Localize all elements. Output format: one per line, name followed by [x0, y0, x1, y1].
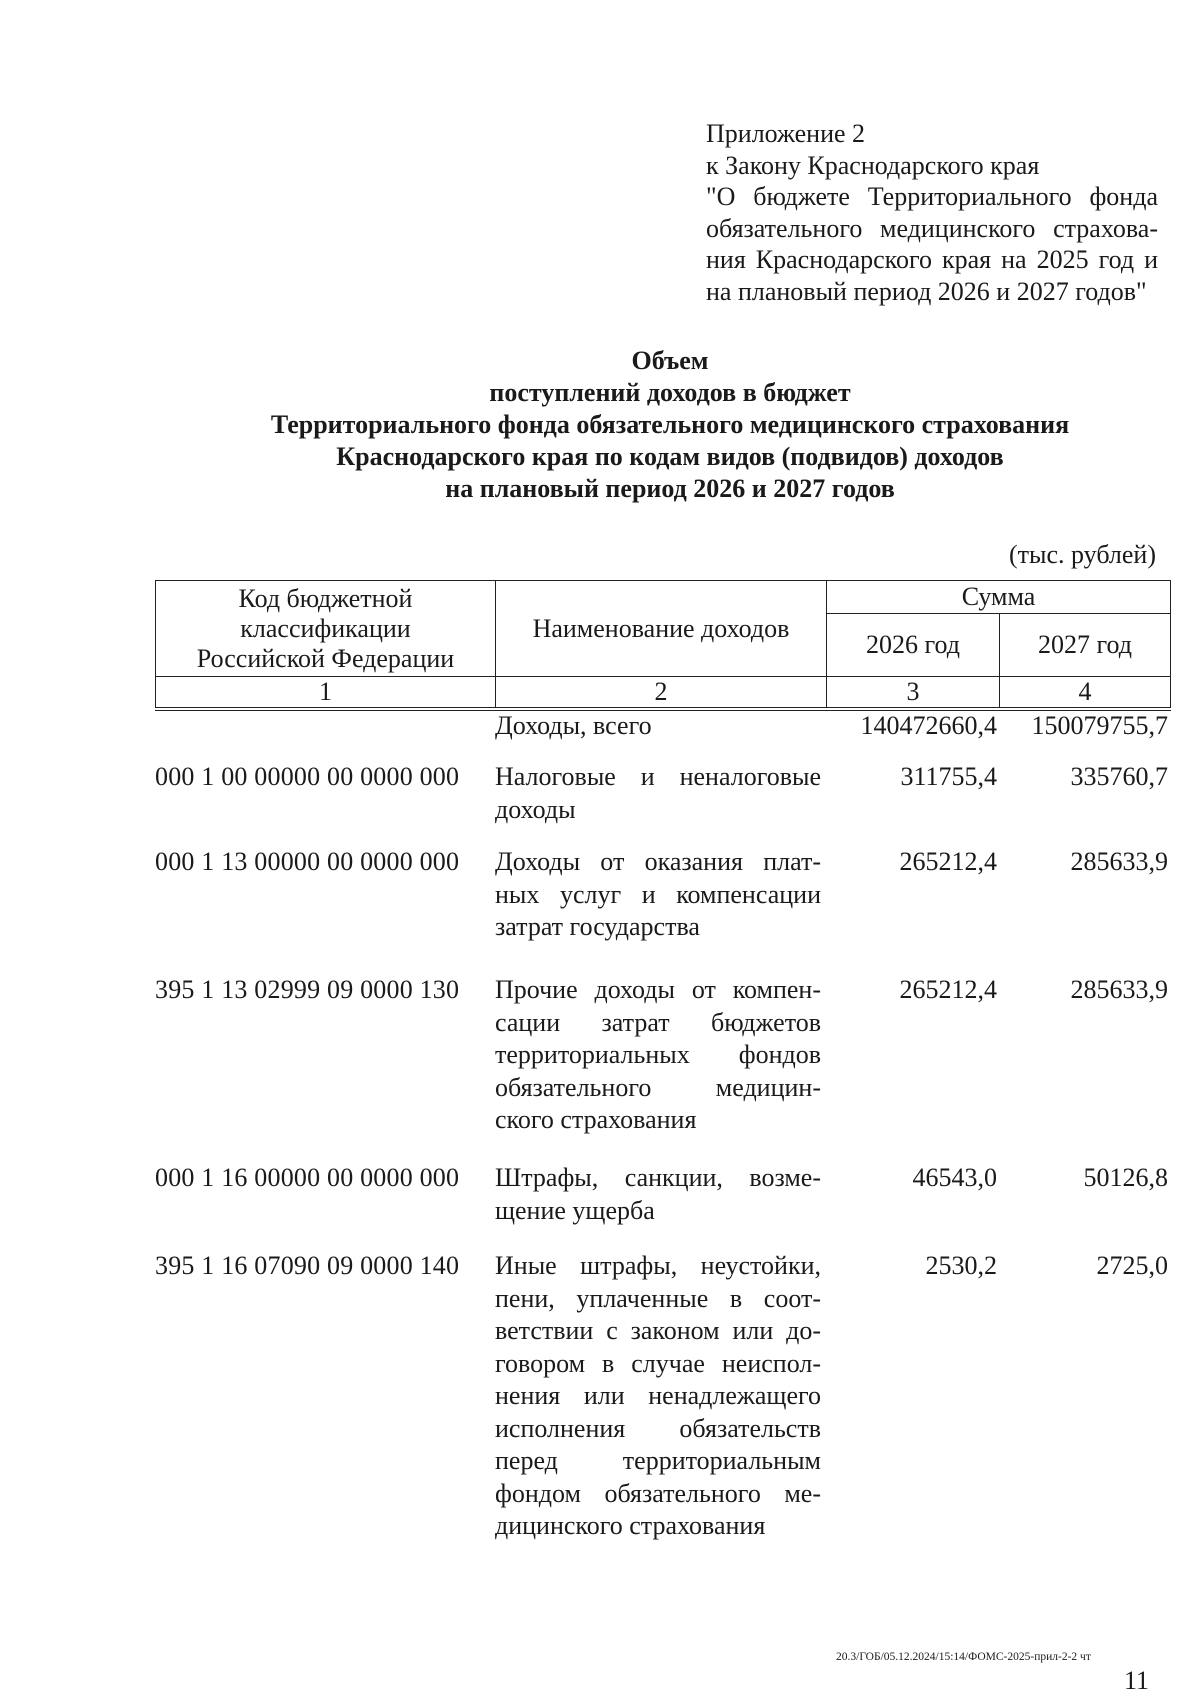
row-name-line: ского страхования [495, 1105, 697, 1134]
header-year-2027: 2027 год [1000, 614, 1171, 677]
row-name-line: Налоговые и неналоговые [495, 762, 821, 791]
row-name-line: Доходы, всего [495, 711, 652, 740]
header-code [156, 581, 496, 677]
appendix-line: ния Краснодарского края на 2025 год и [706, 245, 1158, 274]
row-name-line: дицинского страхования [495, 1511, 766, 1540]
row-name-line: территориальных фондов [495, 1040, 821, 1069]
row-name-line: пени, уплаченные в соот- [495, 1283, 821, 1313]
appendix-note [706, 118, 1158, 307]
row-value-2027: 285633,9 [1070, 847, 1168, 876]
header-year-2026: 2026 год [827, 614, 1000, 677]
row-code: 395 1 13 02999 09 0000 130 [155, 975, 460, 1004]
appendix-line: на плановый период 2026 и 2027 годов" [706, 276, 1147, 306]
row-name [495, 761, 821, 826]
appendix-line: Приложение 2 [706, 119, 866, 148]
row-value-2027: 50126,8 [1083, 1163, 1168, 1192]
row-value-2027: 285633,9 [1070, 975, 1168, 1004]
row-name-line: нения или ненадлежащего [495, 1381, 821, 1410]
row-value-2026: 265212,4 [899, 847, 997, 876]
row-value-2027: 2725,0 [1096, 1251, 1168, 1280]
appendix-line: обязательного медицинского страхова- [706, 213, 1158, 243]
units-label: (тыс. рублей) [1008, 540, 1156, 569]
row-code: 395 1 16 07090 09 0000 140 [155, 1251, 460, 1280]
row-name-line: обязательного медицин- [495, 1072, 821, 1102]
row-name-line: щение ущерба [495, 1195, 655, 1225]
row-name-line: фондом обязательного ме- [495, 1478, 821, 1508]
header-sum: Сумма [827, 581, 1171, 614]
table-header [155, 580, 1171, 711]
title-line: Объем [631, 346, 709, 375]
row-name-line: говором в случае неиспол- [495, 1348, 821, 1378]
row-name-line: перед территориальным [495, 1446, 821, 1475]
row-code: 000 1 00 00000 00 0000 000 [155, 762, 460, 791]
row-value-2026: 46543,0 [912, 1163, 997, 1192]
document-title [130, 345, 1200, 505]
row-name-line: Штрафы, санкции, возме- [495, 1163, 821, 1192]
row-name-line: ных услуг и компенсации [495, 879, 821, 909]
row-name-line: Доходы от оказания плат- [495, 847, 821, 876]
row-name-line: исполнения обязательств [495, 1413, 821, 1443]
page-number: 11 [1124, 1666, 1150, 1695]
row-name [495, 710, 821, 743]
row-name [495, 846, 821, 944]
row-name-line: Иные штрафы, неустойки, [495, 1251, 821, 1280]
row-name-line: ветствии с законом или до- [495, 1316, 821, 1345]
title-line: на плановый период 2026 и 2027 годов [445, 474, 895, 503]
header-code-line: классификации [240, 613, 411, 643]
header-code-line: Код бюджетной [238, 583, 413, 613]
row-value-2026: 311755,4 [900, 762, 997, 791]
row-value-2026: 2530,2 [925, 1251, 997, 1280]
row-name-line: сации затрат бюджетов [495, 1007, 821, 1037]
header-code-line: Российской Федерации [196, 643, 455, 673]
document-reference: 20.3/ГОБ/05.12.2024/15:14/ФОМС-2025-прил-2-2 чт [836, 1651, 1091, 1663]
title-line: Территориального фонда обязательного медицинского страхования [270, 410, 1070, 439]
header-num: 1 [156, 677, 496, 710]
row-value-2026: 265212,4 [899, 975, 997, 1004]
row-name [495, 1162, 821, 1227]
header-num: 4 [1000, 677, 1171, 710]
row-name-line: Прочие доходы от компен- [495, 975, 821, 1004]
title-line: поступлений доходов в бюджет [489, 378, 851, 407]
header-num: 2 [496, 677, 827, 710]
appendix-line: к Закону Краснодарского края [706, 150, 1040, 180]
row-value-2026: 140472660,4 [860, 711, 997, 740]
title-line: Краснодарского края по кодам видов (подвидов) доходов [336, 442, 1004, 471]
header-name: Наименование доходов [496, 581, 827, 677]
header-num: 3 [827, 677, 1000, 710]
row-name [495, 974, 821, 1137]
row-code: 000 1 13 00000 00 0000 000 [155, 847, 460, 876]
appendix-line: "О бюджете Территориального фонда [706, 182, 1158, 211]
row-code: 000 1 16 00000 00 0000 000 [155, 1163, 460, 1192]
row-value-2027: 335760,7 [1070, 762, 1168, 791]
row-name [495, 1250, 821, 1543]
row-value-2027: 150079755,7 [1031, 711, 1168, 740]
row-name-line: затрат государства [495, 912, 700, 941]
row-name-line: доходы [495, 794, 576, 824]
